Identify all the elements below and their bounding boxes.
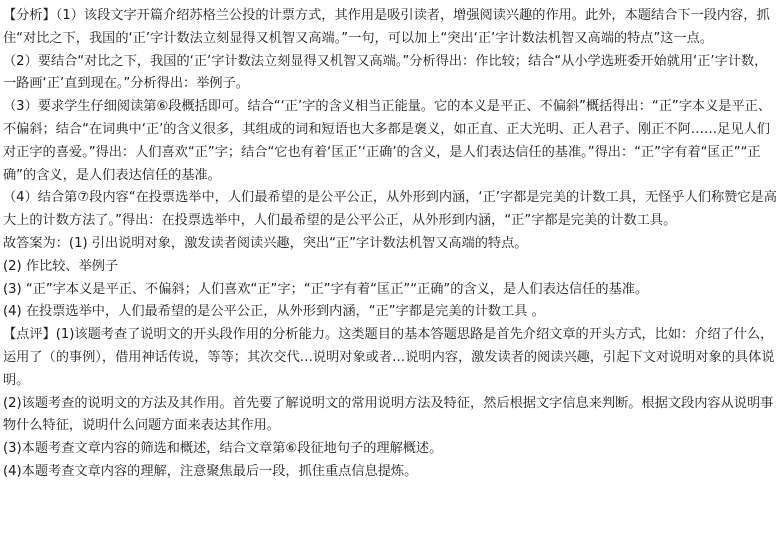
comment-paragraph-4: (4)本题考查文章内容的理解，注意聚焦最后一段，抓住重点信息提炼。: [3, 463, 418, 479]
answer-paragraph-1: 故答案为：(1) 引出说明对象，激发读者阅读兴趣，突出“正”字计数法机智又高端的特点。: [3, 235, 528, 251]
comment-paragraph-1: 【点评】(1)该题考查了说明文的开头段作用的分析能力。这类题目的基本答题思路是首先介绍文章的开头方式，比如：介绍了什么，运用了（的事例），借用神话传说，等等；其次交代…说明对象或者…说明内容，激发读者的阅读兴趣，引起下文对说明对象的具体说明。: [3, 327, 775, 388]
comment-paragraph-2: (2)该题考查的说明文的方法及其作用。首先要了解说明文的常用说明方法及特征，然后根据文字信息来判断。根据文段内容从说明事物什么特征，说明什么问题方面来表达其作用。: [3, 395, 774, 434]
comment-paragraph-3: (3)本题考查文章内容的筛选和概述，结合文章第⑥段征地句子的理解概述。: [3, 441, 443, 457]
analysis-paragraph-2: （2）要结合“对比之下，我国的‘正’字计数法立刻显得又机智又高端。”分析得出：作比较；结合“从小学选班委开始就用‘正’字计数，一路画‘正’直到现在。”分析得出：举例子。: [3, 53, 768, 92]
analysis-paragraph-3: （3）要求学生仔细阅读第⑥段概括即可。结合“‘正’字的含义相当正能量。它的本义是平正、不偏斜”概括得出：“正”字本义是平正、不偏斜；结合“在词典中‘正’的含义很多，其组成的词和短语也大多都是褒义，如正直、正大光明、正人君子、刚正不阿……足见人们对正字的喜爱。”得出：人们喜欢“正”字；结合“它也有着‘匡正’‘正确’的含义，是人们表达信任的基准。”得出：“正”字有着“匡正”“正确”的含义，是人们表达信任的基准。: [3, 99, 772, 183]
analysis-paragraph-4: （4）结合第⑦段内容“在投票选举中，人们最希望的是公平公正，从外形到内涵，‘正’字都是完美的计数工具，无怪乎人们称赞它是高大上的计数方法了。”得出：在投票选举中，人们最希望的是公平公正，从外形到内涵，“正”字都是完美的计数工具。: [3, 190, 777, 229]
answer-paragraph-2: (2) 作比较、举例子: [3, 258, 119, 274]
analysis-paragraph-1: 【分析】（1）该段文字开篇介绍苏格兰公投的计票方式，其作用是吸引读者，增强阅读兴趣的作用。此外，本题结合下一段内容，抓住“对比之下，我国的‘正’字计数法立刻显得又机智又高端。”一句，可以加上“突出‘正’字计数法机智又高端的特点”这一点。: [3, 8, 770, 46]
answer-paragraph-3: (3) “正”字本义是平正、不偏斜；人们喜欢“正”字；“正”字有着“匡正”“正确”的含义，是人们表达信任的基准。: [3, 281, 649, 297]
answer-paragraph-4: (4) 在投票选举中，人们最希望的是公平公正，从外形到内涵，“正”字都是完美的计数工具 。: [3, 304, 545, 320]
